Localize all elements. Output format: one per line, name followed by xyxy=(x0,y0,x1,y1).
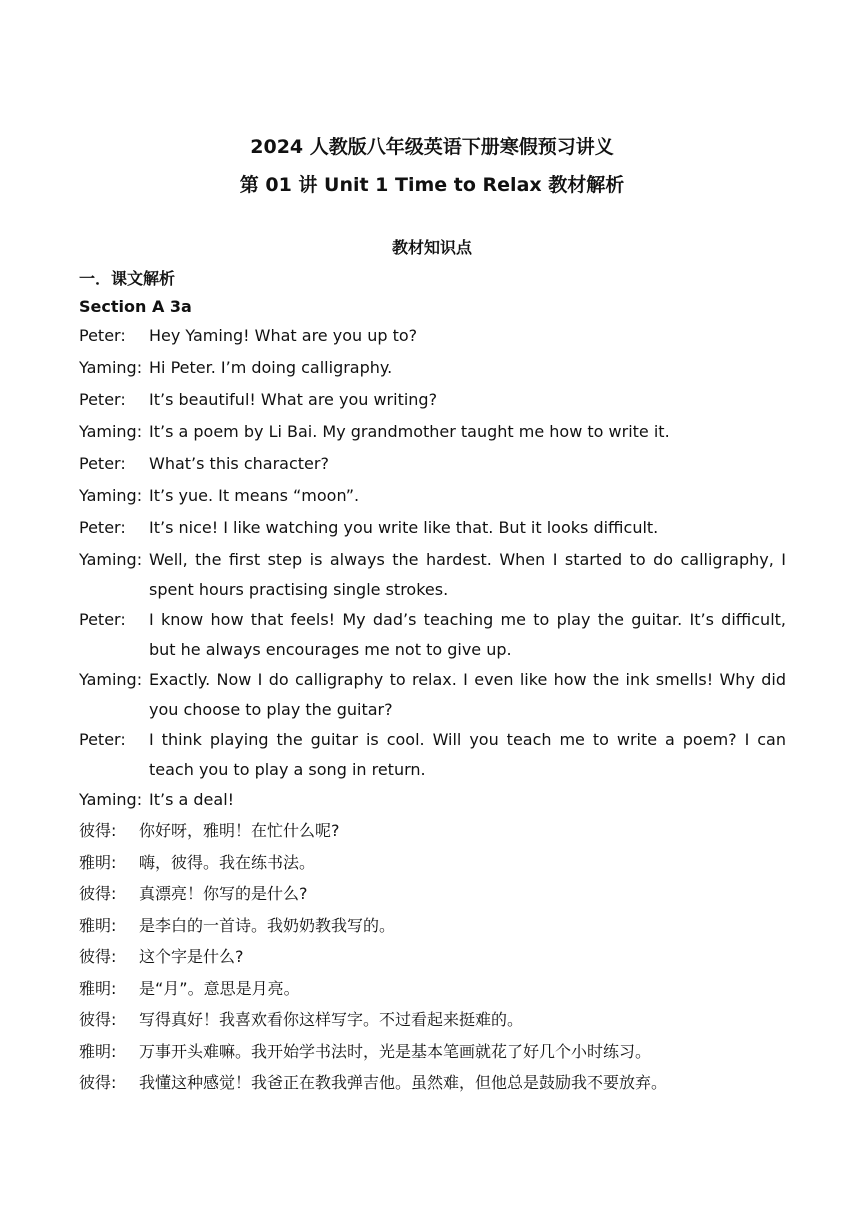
speaker-name: Yaming: xyxy=(79,550,143,569)
speaker-name: 雅明: xyxy=(79,852,117,872)
dialogue-text: 是“月”。意思是月亮。 xyxy=(139,978,300,998)
dialogue-text: I think playing the guitar is cool. Will you teach me to write a poem? I can teach you to play a song in return. xyxy=(149,730,786,779)
speaker-name: 彼得: xyxy=(79,947,117,966)
dialogue-line xyxy=(79,973,786,1005)
speaker-name: Yaming: xyxy=(79,358,143,377)
dialogue-text: Exactly. Now I do calligraphy to relax. I even like how the ink smells! Why did you choose to play the guitar? xyxy=(149,670,786,719)
dialogue-line xyxy=(79,321,786,353)
dialogue-line xyxy=(79,910,786,942)
dialogue-line xyxy=(79,1067,786,1099)
dialogue-text: What’s this character? xyxy=(149,454,329,473)
speaker-name: Peter: xyxy=(79,326,126,345)
dialogue-line xyxy=(79,481,786,513)
dialogue-line xyxy=(79,605,786,665)
speaker-name: Yaming: xyxy=(79,670,143,689)
dialogue-text: It’s a deal! xyxy=(149,790,235,809)
speaker-name: Peter: xyxy=(79,390,126,409)
speaker-name: 彼得: xyxy=(79,821,117,840)
dialogue-line xyxy=(79,878,786,910)
dialogue-text: It’s nice! I like watching you write like that. But it looks difficult. xyxy=(149,518,659,537)
speaker-name: 雅明: xyxy=(79,978,117,998)
dialogue-line xyxy=(79,847,786,879)
dialogue-line xyxy=(79,417,786,449)
dialogue-line xyxy=(79,725,786,785)
dialogue-line xyxy=(79,665,786,725)
dialogue-line xyxy=(79,385,786,417)
dialogue-text: It’s a poem by Li Bai. My grandmother taught me how to write it. xyxy=(149,422,670,441)
section-a-heading: Section A 3a xyxy=(79,297,192,316)
dialogue-text: It’s beautiful! What are you writing? xyxy=(149,390,438,409)
dialogue-line xyxy=(79,1036,786,1068)
dialogue-text: Well, the first step is always the hardest. When I started to do calligraphy, I spent hours practising single strokes. xyxy=(149,550,786,599)
dialogue-line xyxy=(79,1004,786,1036)
speaker-name: Peter: xyxy=(79,518,126,537)
dialogue-line xyxy=(79,785,786,817)
speaker-name: 彼得: xyxy=(79,1073,117,1092)
dialogue-line xyxy=(79,941,786,973)
speaker-name: 雅明: xyxy=(79,1041,117,1061)
dialogue-line xyxy=(79,449,786,481)
dialogue-text: 我懂这种感觉！我爸正在教我弹吉他。虽然难，但他总是鼓励我不要放弃。 xyxy=(139,1073,668,1092)
speaker-name: Yaming: xyxy=(79,422,143,441)
speaker-name: Yaming: xyxy=(79,486,143,505)
section-one-heading: 一．课文解析 xyxy=(79,269,176,288)
dialogue-line xyxy=(79,513,786,545)
dialogue-text: 是李白的一首诗。我奶奶教我写的。 xyxy=(139,915,396,935)
dialogue-text: 真漂亮！你写的是什么? xyxy=(139,884,308,903)
dialogue-text: 这个字是什么? xyxy=(139,947,244,966)
dialogue-text: 万事开头难嘛。我开始学书法时，光是基本笔画就花了好几个小时练习。 xyxy=(139,1041,652,1061)
dialogue-text: 嗨，彼得。我在练书法。 xyxy=(139,852,316,872)
document-title: 2024 人教版八年级英语下册寒假预习讲义 xyxy=(250,136,614,158)
dialogue-text: Hi Peter. I’m doing calligraphy. xyxy=(149,358,393,377)
knowledge-heading: 教材知识点 xyxy=(391,238,472,257)
speaker-name: 彼得: xyxy=(79,1010,117,1029)
speaker-name: Peter: xyxy=(79,610,126,629)
dialogue-line xyxy=(79,815,786,847)
speaker-name: Peter: xyxy=(79,454,126,473)
speaker-name: Peter: xyxy=(79,730,126,749)
document-subtitle: 第 01 讲 Unit 1 Time to Relax 教材解析 xyxy=(239,174,625,196)
speaker-name: Yaming: xyxy=(79,790,143,809)
dialogue-text: 你好呀，雅明！在忙什么呢? xyxy=(139,821,340,840)
speaker-name: 彼得: xyxy=(79,884,117,903)
chinese-dialogue xyxy=(79,815,786,1099)
dialogue-text: 写得真好！我喜欢看你这样写字。不过看起来挺难的。 xyxy=(139,1010,524,1029)
dialogue-text: Hey Yaming! What are you up to? xyxy=(149,326,418,345)
dialogue-line xyxy=(79,353,786,385)
english-dialogue xyxy=(79,321,786,817)
dialogue-text: It’s yue. It means “moon”. xyxy=(149,486,360,505)
speaker-name: 雅明: xyxy=(79,915,117,935)
dialogue-line xyxy=(79,545,786,605)
dialogue-text: I know how that feels! My dad’s teaching me to play the guitar. It’s difficult, but he always encourages me not to give up. xyxy=(149,610,786,659)
